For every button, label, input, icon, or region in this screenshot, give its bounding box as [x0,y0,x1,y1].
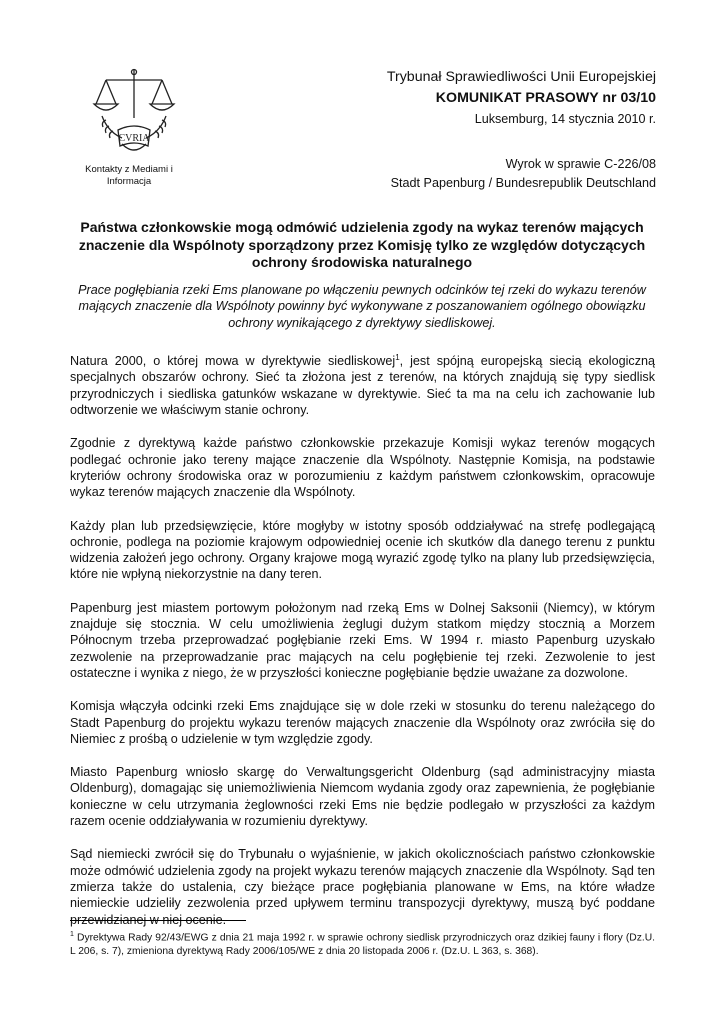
footnote-text: Dyrektywa Rady 92/43/EWG z dnia 21 maja 1992 r. w sprawie ochrony siedlisk przyrodniczych oraz dzikiej fauny i flory (Dz.U. L 206, s. 7), zmieniona dyrektywą Rady 2006/105/WE z dnia 20 listopada 2006 r. (Dz.U. L 363, s. 368). [70,932,655,957]
paragraph: Każdy plan lub przedsięwzięcie, które mogłyby w istotny sposób oddziaływać na strefę podlegającą ochronie, podlega na poziomie krajowym odpowiedniej ocenie ich skutków dla danego terenu z punktu widzenia założeń jego ochrony. Organy krajowe mogą wyrazić zgodę tylko na plany lub przedsięwzięcia, które nie wpłyną niekorzystnie na dany teren. [70,518,655,582]
body-text [70,350,655,945]
judgment-case: Wyrok w sprawie C-226/08 [505,157,656,171]
case-parties: Stadt Papenburg / Bundesrepublik Deutschland [390,176,656,190]
court-scales-logo-icon [82,66,186,158]
paragraph: Miasto Papenburg wniosło skargę do Verwaltungsgericht Oldenburg (sąd administracyjny miasta Oldenburg), domagając się uniemożliwienia Niemcom wydania zgody oraz zapewnienia, że pogłębianie konieczne w celu utrzymania żeglowności rzeki Ems nie będzie podlegało w przyszłości za każdym razem ocenie oddziaływania w rozumieniu dyrektywy. [70,765,655,829]
logo-lettering: CVRIA [118,133,150,144]
paragraph: Papenburg jest miastem portowym położonym nad rzeką Ems w Dolnej Saksonii (Niemcy), w którym znajduje się stocznia. W celu umożliwienia żeglugi dużym statkom między stocznią a Morzem Północnym trzeba przeprowadzać pogłębianie rzeki Ems. W 1994 r. miasto Papenburg uzyskało zezwolenie na przeprowadzanie prac mających na celu pogłębienie tej rzeki. Zezwolenie to jest ostateczne i wynika z niego, że w przyszłości konieczne pogłębianie będzie uważane za dozwolone. [70,600,655,680]
headline: Państwa członkowskie mogą odmówić udzielenia zgody na wykaz terenów mających znaczenie dla Wspólnoty sporządzony przez Komisję tylko ze względów dotyczących ochrony środowiska naturalnego [78,219,646,270]
paragraph [70,350,655,418]
footnote-reference[interactable]: 1 [395,353,400,362]
footnote-divider [70,920,246,921]
footnote-mark: 1 [70,931,74,938]
place-and-date: Luksemburg, 14 stycznia 2010 r. [474,112,656,126]
press-release-number: KOMUNIKAT PRASOWY nr 03/10 [435,90,656,106]
media-contact-label: Kontakty z Mediami i Informacja [85,164,173,187]
paragraph: Sąd niemiecki zwrócił się do Trybunału o wyjaśnienie, w jakich okolicznościach państwo członkowskie może odmówić udzielenia zgody na projekt wykazu terenów mających znaczenie dla Wspólnoty. Sąd ten zmierza także do ustalenia, czy bieżące prace pogłębiania planowane w Ems, na które władze niemieckie udzieliły zezwolenia przed upływem terminu transpozycji dyrektywy, muszą być poddane przewidzianej w niej ocenie. [70,847,655,927]
paragraph-1-end: , jest spójną europejską siecią ekologiczną specjalnych obszarów ochrony. Sieć ta złożona jest z terenów, na których znajdują się typy siedlisk przyrodniczych i siedliska gatunków wskazane w dyrektywie. Sieć ta ma na celu ich zachowanie lub odtworzenie we właściwym stanie ochrony. [70,354,655,418]
summary-lead: Prace pogłębiania rzeki Ems planowane po włączeniu pewnych odcinków tej rzeki do wykazu terenów mających znaczenie dla Wspólnoty powinny być wykonywane z poszanowaniem ogólnego obowiązku ochrony wynikającego z dyrektywy siedliskowej. [78,283,646,330]
paragraph: Komisja włączyła odcinki rzeki Ems znajdujące się w dole rzeki w stosunku do terenu należącego do Stadt Papenburg do projektu wykazu terenów mających znaczenie dla Wspólnoty oraz zwróciła się do Niemiec z prośbą o udzielenie w tym względzie zgody. [70,699,655,746]
paragraph: Zgodnie z dyrektywą każde państwo członkowskie przekazuje Komisji wykaz terenów mogących podlegać ochronie jako tereny mające znaczenie dla Wspólnoty. Następnie Komisja, na podstawie kryteriów ochrony środowiska oraz w porozumieniu z każdym państwem członkowskim, opracowuje wykaz terenów mających znaczenie dla Wspólnoty. [70,436,655,500]
footnote [70,928,655,958]
court-name: Trybunał Sprawiedliwości Unii Europejskiej [386,69,656,85]
paragraph-1-start: Natura 2000, o której mowa w dyrektywie siedliskowej [70,354,396,369]
